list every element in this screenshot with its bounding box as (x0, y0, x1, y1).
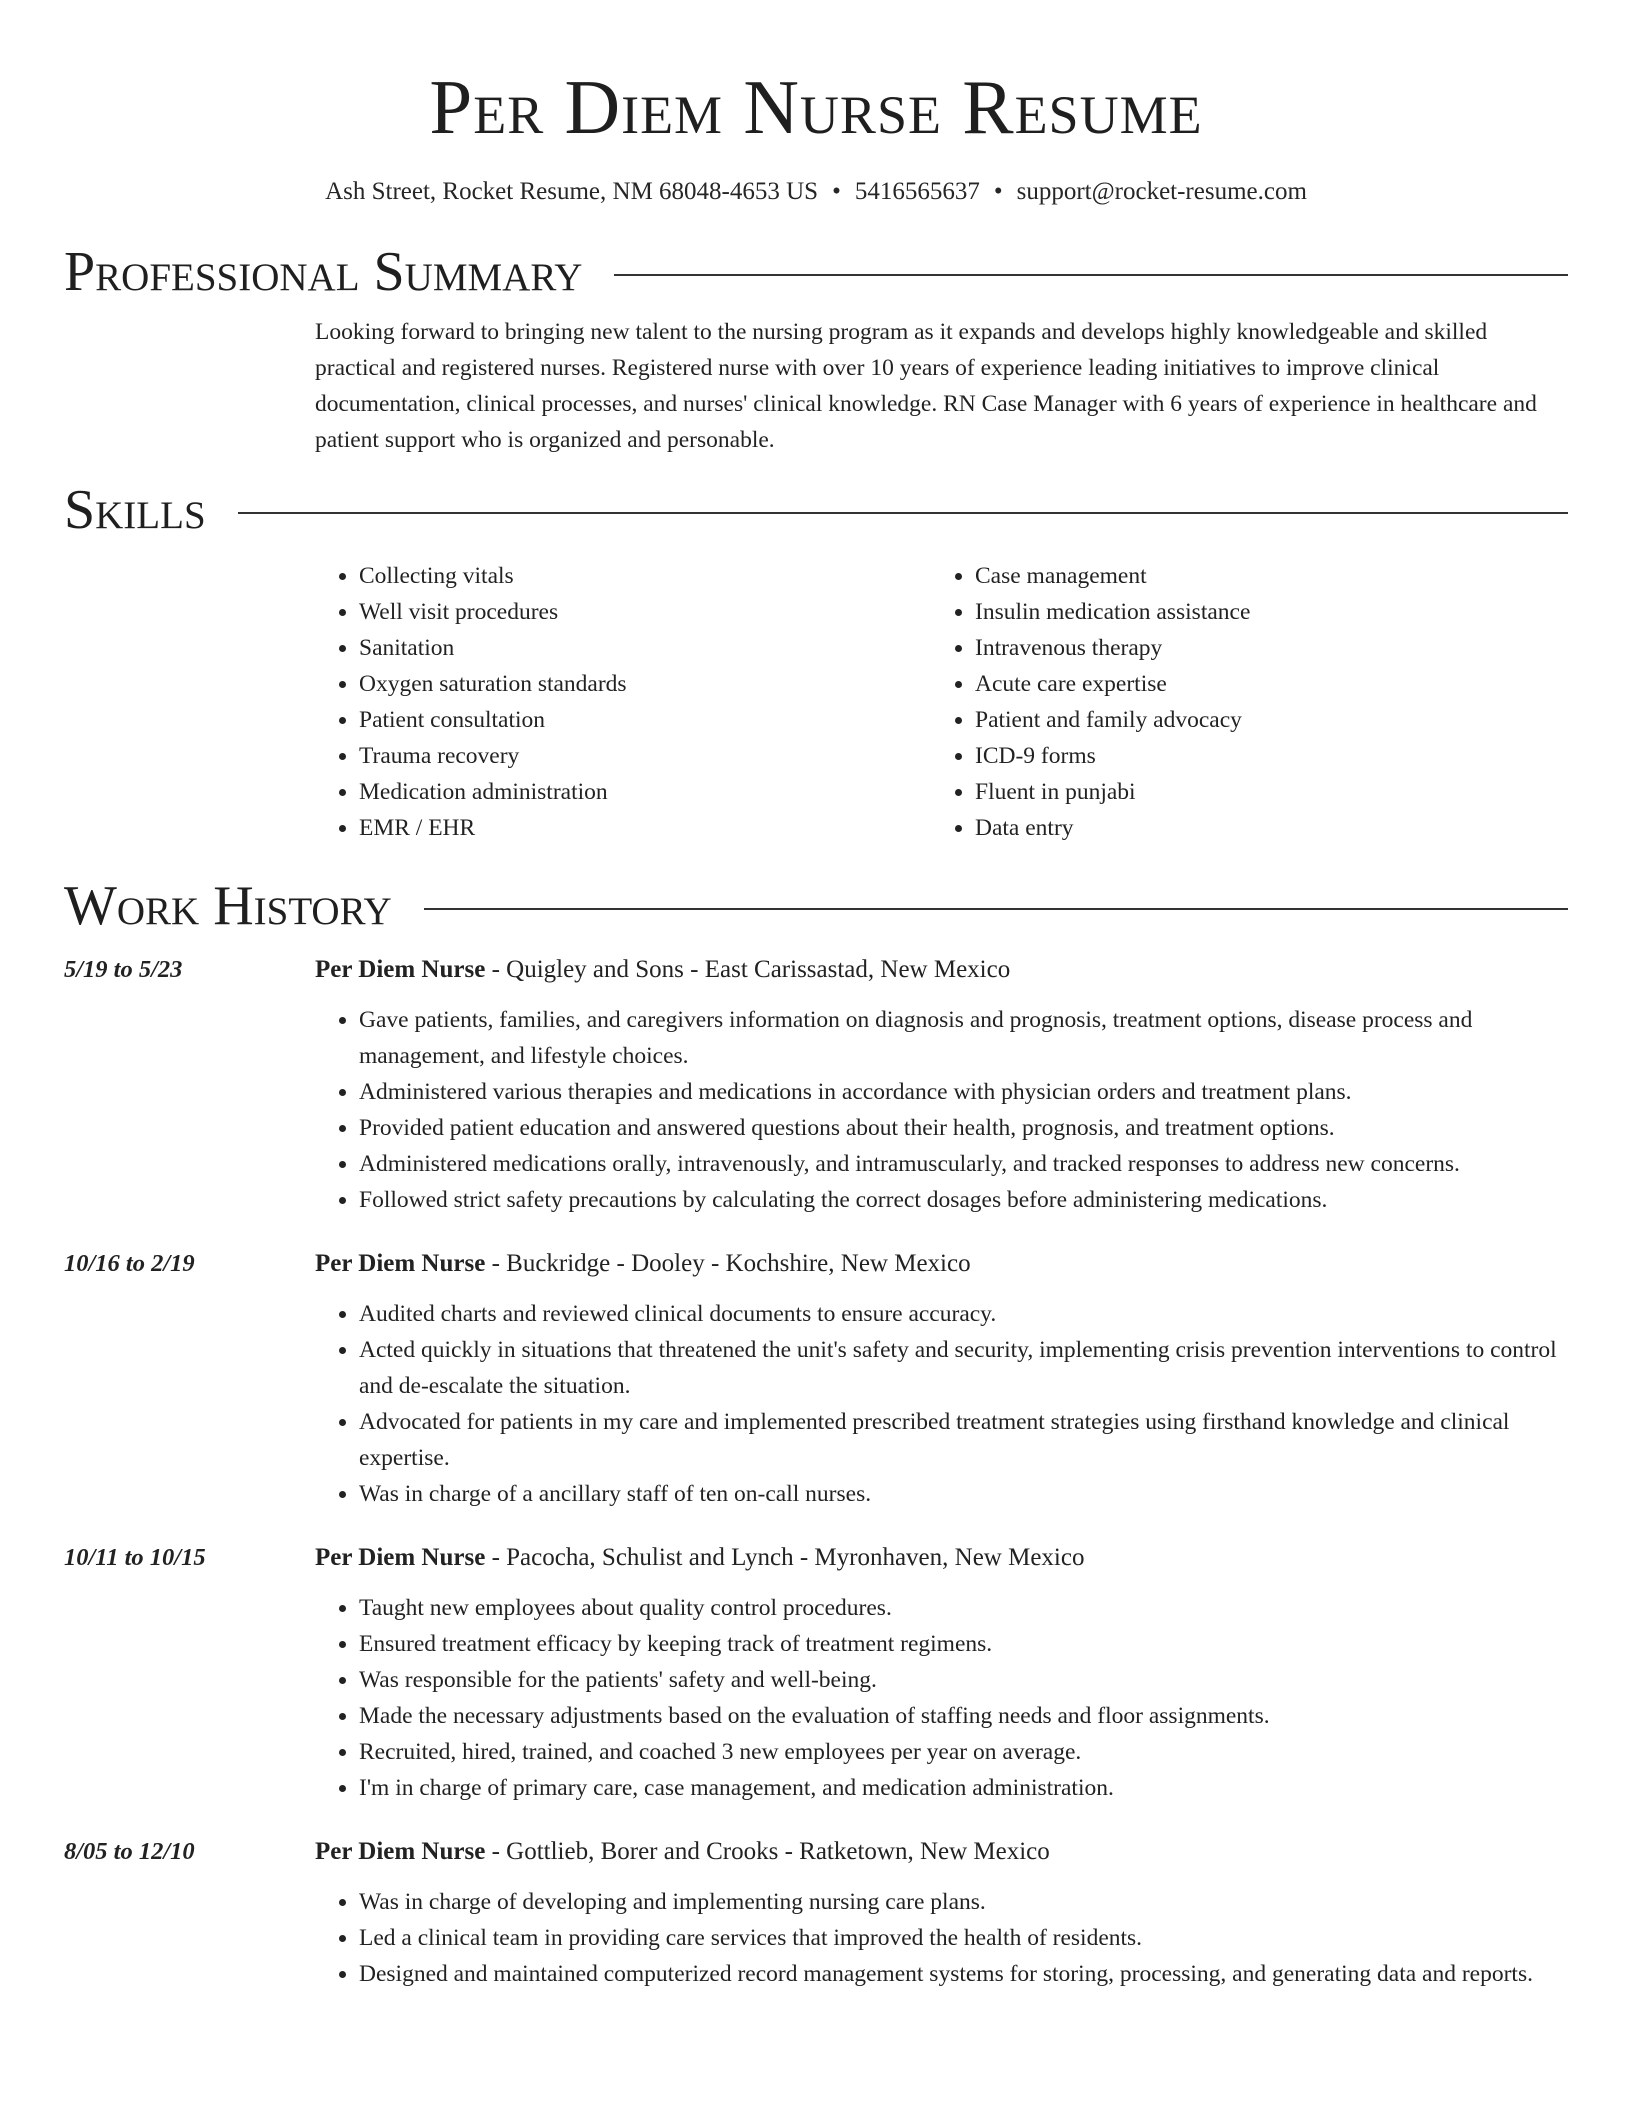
job-employer: - Buckridge - Dooley - Kochshire, New Mexico (485, 1250, 971, 1277)
job-dates: 5/19 to 5/23 (64, 956, 183, 983)
job-bullet: • Designed and maintained computerized record management systems for storing, processing, and generating data and reports. (359, 1956, 1568, 1992)
skill-item: • Oxygen saturation standards (359, 666, 931, 702)
contact-separator: • (832, 178, 841, 205)
job-bullet: • I'm in charge of primary care, case management, and medication administration. (359, 1770, 1568, 1806)
job-details (315, 952, 1568, 1218)
work-heading: Work History (64, 875, 392, 937)
summary-heading: Professional Summary (64, 241, 583, 303)
job-bullet: • Was in charge of a ancillary staff of ten on-call nurses. (359, 1476, 1568, 1512)
job-bullet: • Made the necessary adjustments based on the evaluation of staffing needs and floor assignments. (359, 1698, 1568, 1734)
skills-section-header (64, 478, 1568, 542)
job-title-line (315, 1540, 1568, 1576)
job-bullets (315, 1590, 1568, 1806)
section-divider (614, 274, 1568, 276)
job-role: Per Diem Nurse (315, 1838, 486, 1865)
job-entry (64, 952, 1568, 1218)
section-divider (238, 512, 1568, 514)
summary-section-header (64, 240, 1568, 304)
job-bullet: • Audited charts and reviewed clinical documents to ensure accuracy. (359, 1296, 1568, 1332)
skill-item: • ICD-9 forms (975, 738, 1547, 774)
contact-line (64, 176, 1568, 208)
contact-email: support@rocket-resume.com (1016, 178, 1307, 205)
job-role: Per Diem Nurse (315, 1544, 486, 1571)
resume-title: Per Diem Nurse Resume (429, 64, 1203, 150)
job-details (315, 1834, 1568, 1992)
job-employer: - Gottlieb, Borer and Crooks - Ratketown, New Mexico (485, 1838, 1050, 1865)
job-details (315, 1246, 1568, 1512)
job-bullet: • Acted quickly in situations that threatened the unit's safety and security, implementing crisis prevention interventions to control and de-escalate the situation. (359, 1332, 1568, 1404)
skill-item: • Case management (975, 558, 1547, 594)
job-role: Per Diem Nurse (315, 956, 486, 983)
job-bullet: • Provided patient education and answered questions about their health, prognosis, and treatment options. (359, 1110, 1568, 1146)
resume-page (64, 0, 1568, 1992)
summary-text: Looking forward to bringing new talent to the nursing program as it expands and develops highly knowledgeable and skilled practical and registered nurses. Registered nurse with over 10 years of experience leading initiatives to improve clinical documentation, clinical processes, and nurses' clinical knowledge. RN Case Manager with 6 years of experience in healthcare and patient support who is organized and personable. (315, 319, 1537, 453)
skill-item: • Patient consultation (359, 702, 931, 738)
job-title-line (315, 1834, 1568, 1870)
job-bullets (315, 1002, 1568, 1218)
job-bullet: • Advocated for patients in my care and implemented prescribed treatment strategies using firsthand knowledge and clinical expertise. (359, 1404, 1568, 1476)
job-bullet: • Taught new employees about quality control procedures. (359, 1590, 1568, 1626)
skill-item: • EMR / EHR (359, 810, 931, 846)
skill-item: • Intravenous therapy (975, 630, 1547, 666)
work-section-header (64, 874, 1568, 938)
job-bullet: • Recruited, hired, trained, and coached 3 new employees per year on average. (359, 1734, 1568, 1770)
skill-item: • Sanitation (359, 630, 931, 666)
job-entry (64, 1834, 1568, 1992)
job-dates: 10/11 to 10/15 (64, 1544, 206, 1571)
section-divider (424, 908, 1568, 910)
job-bullet: • Led a clinical team in providing care services that improved the health of residents. (359, 1920, 1568, 1956)
job-title-line (315, 1246, 1568, 1282)
job-bullet: • Administered medications orally, intravenously, and intramuscularly, and tracked responses to address new concerns. (359, 1146, 1568, 1182)
contact-separator: • (993, 178, 1003, 205)
job-bullet: • Was responsible for the patients' safety and well-being. (359, 1662, 1568, 1698)
skills-list-left (315, 558, 931, 846)
skill-item: • Acute care expertise (975, 666, 1547, 702)
skill-item: • Patient and family advocacy (975, 702, 1547, 738)
skill-item: • Well visit procedures (359, 594, 931, 630)
job-bullets (315, 1296, 1568, 1512)
job-bullet: • Administered various therapies and medications in accordance with physician orders and treatment plans. (359, 1074, 1568, 1110)
job-bullet: • Gave patients, families, and caregivers information on diagnosis and prognosis, treatment options, disease process and management, and lifestyle choices. (359, 1002, 1568, 1074)
summary-section (315, 314, 1568, 458)
skill-item: • Collecting vitals (359, 558, 931, 594)
skill-item: • Medication administration (359, 774, 931, 810)
job-bullets (315, 1884, 1568, 1992)
job-bullet: • Followed strict safety precautions by calculating the correct dosages before administering medications. (359, 1182, 1568, 1218)
job-role: Per Diem Nurse (315, 1250, 486, 1277)
skills-section (315, 558, 1568, 846)
job-dates: 10/16 to 2/19 (64, 1250, 195, 1277)
skills-heading: Skills (64, 479, 206, 541)
job-employer: - Quigley and Sons - East Carissastad, New Mexico (485, 956, 1011, 983)
job-dates: 8/05 to 12/10 (64, 1838, 195, 1865)
job-title-line (315, 952, 1568, 988)
job-bullet: • Ensured treatment efficacy by keeping track of treatment regimens. (359, 1626, 1568, 1662)
job-bullet: • Was in charge of developing and implementing nursing care plans. (359, 1884, 1568, 1920)
contact-address: Ash Street, Rocket Resume, NM 68048-4653 US (325, 178, 819, 205)
job-employer: - Pacocha, Schulist and Lynch - Myronhaven, New Mexico (485, 1544, 1085, 1571)
contact-phone: 5416565637 (854, 178, 980, 205)
skill-item: • Trauma recovery (359, 738, 931, 774)
job-entry (64, 1540, 1568, 1806)
skills-list-right (931, 558, 1547, 846)
skill-item: • Insulin medication assistance (975, 594, 1547, 630)
skill-item: • Data entry (975, 810, 1547, 846)
skill-item: • Fluent in punjabi (975, 774, 1547, 810)
job-entry (64, 1246, 1568, 1512)
job-details (315, 1540, 1568, 1806)
